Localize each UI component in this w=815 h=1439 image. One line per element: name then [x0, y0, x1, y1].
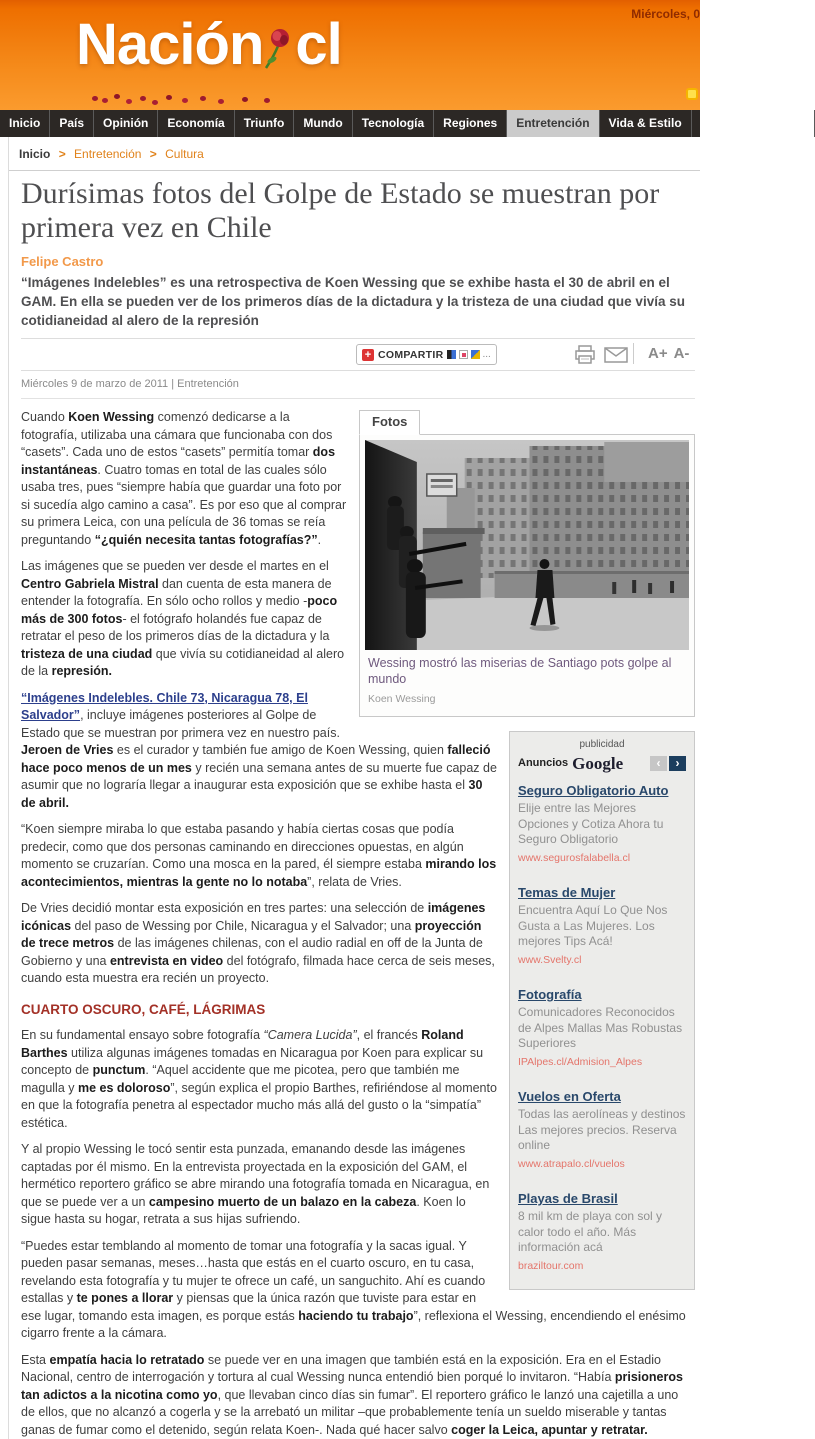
breadcrumb-cultura[interactable]: Cultura [165, 147, 204, 161]
article-lead: “Imágenes Indelebles” es una retrospectiva de Koen Wessing que se exhibe hasta el 30 de abril en el GAM. En ella se pueden ver de los primeros días de la dictadura y la tristeza de una ciudad que vivía su cotidianeidad al alero de la represión [21, 273, 695, 330]
photo-caption: Wessing mostró las miserias de Santiago pots golpe al mundo [365, 650, 689, 690]
print-icon[interactable] [574, 345, 596, 364]
ad-item [518, 782, 686, 867]
ad-title-link[interactable]: Fotografía [518, 986, 686, 1003]
article-body [21, 399, 695, 1439]
breadcrumb-entretencion[interactable]: Entretención [74, 147, 141, 161]
ad-title-link[interactable]: Playas de Brasil [518, 1190, 686, 1207]
ads-pagination [650, 756, 686, 771]
ad-title-link[interactable]: Temas de Mujer [518, 884, 686, 901]
nav-item-entretencion-active[interactable]: Entretención [507, 110, 599, 137]
ad-body: Encuentra Aquí Lo Que Nos Gusta a Las Mujeres. Los mejores Tips Acá! [518, 903, 686, 950]
ads-brand-row [518, 755, 686, 773]
header-date: Miércoles, 0 [631, 7, 700, 21]
site-header [0, 0, 700, 110]
ad-body: 8 mil km de playa con sol y calor todo el año. Más información acá [518, 1209, 686, 1256]
ads-prev-arrow-icon[interactable]: ‹ [650, 756, 667, 771]
font-decrease-button[interactable]: A- [674, 345, 690, 362]
article-paragraph: De Vries decidió montar esta exposición en tres partes: una selección de imágenes icónicas del paso de Wessing por Chile, Nicaragua y el Salvador; una proyección de trece metros de las imágenes chilenas, con el audio radial en off de la Junta de Gobierno y una entrevista en video del fotógrafo, filmada hace cerca de seis meses, cuando esta muestra era recién un proyecto. [21, 900, 695, 988]
rose-petals-decoration [92, 96, 98, 101]
article-paragraph: Las imágenes que se pueden ver desde el martes en el Centro Gabriela Mistral dan cuenta de esta manera de entender la fotografía. En sólo ocho rollos y medio -poco más de 300 fotos- el fotógrafo holandés fue capaz de retratar el peso de los primeros días de la dictadura y la tristeza de una ciudad que vivía su cotidianeidad al alero de la represión. [21, 558, 695, 681]
nav-item-mundo[interactable]: Mundo [294, 110, 352, 137]
main-navigation [0, 110, 700, 137]
ad-item [518, 986, 686, 1071]
ad-body: Elije entre las Mejores Opciones y Cotiza Ahora tu Seguro Obligatorio [518, 801, 686, 848]
article-paragraph: Y al propio Wessing le tocó sentir esta punzada, emanando desde las imágenes captadas por él mismo. En la entrevista proyectada en la exposición del GAM, el hermético reportero gráfico se abre mirando una fotografía tomada en Nicaragua, en que se puede ver a un campesino muerto de un balazo en la cabeza. Koen lo sigue hasta su hogar, retrata a sus hijas sufriendo. [21, 1141, 695, 1229]
section-subheading: CUARTO OSCURO, CAFÉ, LÁGRIMAS [21, 1001, 695, 1019]
article-dateline: Miércoles 9 de marzo de 2011 | Entretención [21, 371, 695, 399]
site-logo[interactable] [76, 16, 342, 74]
article-paragraph: “Puedes estar temblando al momento de tomar una fotografía y la sacas igual. Y pueden pasar semanas, meses…hasta que estás en el cuarto oscuro, en tu casa, revelando esta fotografía y tu mujer te ofrece un café, un sanguchito. Ahí es cuando estallas y te pones a llorar y piensas que la única razón que tuviste para estar en ese lugar, tomando esta imagen, es porque estás haciendo tu trabajo”, reflexiona el Wessing, encendiendo el enésimo cigarro frente a la cámara. [21, 1238, 695, 1343]
share-plus-icon: + [362, 349, 374, 361]
article-paragraph: En su fundamental ensayo sobre fotografía “Camera Lucida”, el francés Roland Barthes utiliza algunas imágenes tomadas en Nicaragua por Koen para explicar su concepto de punctum. “Aquel accidente que me picotea, pero que también me magulla y me es doloroso”, según explica el propio Barthes, refiriéndose al momento en que la fotografía penetra al espectador mucho más allá del gusto o la “simpatía” estética. [21, 1027, 695, 1132]
nav-item-pais[interactable]: País [50, 110, 94, 137]
author-byline[interactable]: Felipe Castro [21, 254, 695, 269]
anuncios-label: Anuncios [518, 755, 568, 773]
ad-title-link[interactable]: Seguro Obligatorio Auto [518, 782, 686, 799]
content-frame [8, 137, 700, 1439]
ad-item [518, 1088, 686, 1173]
breadcrumb-inicio[interactable]: Inicio [19, 147, 50, 161]
publicidad-label: publicidad [518, 736, 686, 754]
article [9, 171, 700, 1439]
article-paragraph: Esta empatía hacia lo retratado se puede ver en una imagen que también está en la exposición. Era en el Estadio Nacional, centro de interrogación y tortura al cual Wessing nunca entendió bien porqué lo invitaron. “Había prisioneros tan adictos a la nicotina como yo, que llevaban cinco días sin fumar”. El reportero gráfico le lanzó una cajetilla a uno de ellos, que no alcanzó a cogerla y se la arrebató un militar –que probablemente tenía un sueldo miserable y tantas ganas de fumar como el detenido, según relata Koen-. Nada qué hacer salvo coger la Leica, apuntar y retratar. [21, 1352, 695, 1439]
share-button[interactable] [356, 344, 497, 365]
article-paragraph: “Koen siempre miraba lo que estaba pasando y había ciertas cosas que podía predecir, como que dos personas caminando en direcciones opuestas, en algún momento se cruzarían. Como una mosca en la pared, él siempre estaba mirando los acontecimientos, mientras la gente no lo notaba”, relata de Vries. [21, 821, 695, 891]
breadcrumb-separator: > [54, 147, 71, 161]
breadcrumb [9, 137, 700, 171]
exhibition-link[interactable]: “Imágenes Indelebles. Chile 73, Nicaragua 78, El Salvador” [21, 691, 308, 723]
ad-url-link[interactable]: IPAlpes.cl/Admision_Alpes [518, 1054, 686, 1072]
article-paragraph: “Imágenes Indelebles. Chile 73, Nicaragua 78, El Salvador”, incluye imágenes posteriores al Golpe de Estado que se muestran por primera vez en nuestro país. Jeroen de Vries es el curador y también fue amigo de Koen Wessing, quien falleció hace poco menos de un mes y recién una semana antes de su muerte fue capaz de asumir que no lograría llegar a inaugurar esta exposición que se exhibe hasta el 30 de abril. [21, 690, 695, 813]
nav-item-opinion[interactable]: Opinión [94, 110, 158, 137]
nav-item-regiones[interactable]: Regiones [434, 110, 507, 137]
google-ads-widget [509, 731, 695, 1290]
nav-item-triunfo[interactable]: Triunfo [235, 110, 295, 137]
ad-body: Todas las aerolíneas y destinos Las mejores precios. Reserva online [518, 1107, 686, 1154]
font-size-controls [633, 343, 695, 364]
page-title: Durísimas fotos del Golpe de Estado se muestran por primera vez en Chile [21, 177, 695, 245]
photo-gallery-widget [359, 409, 695, 717]
email-icon[interactable] [604, 347, 628, 363]
logo-text-nacion: Nación [76, 12, 263, 77]
ads-next-arrow-icon[interactable]: › [669, 756, 686, 771]
logo-text-cl: cl [295, 12, 341, 77]
breadcrumb-separator: > [145, 147, 162, 161]
nav-item-tecnologia[interactable]: Tecnología [353, 110, 434, 137]
nav-item-vida-estilo[interactable]: Vida & Estilo [600, 110, 692, 137]
article-photo-santiago-street[interactable] [365, 440, 689, 650]
rose-icon [264, 24, 294, 68]
photo-credit: Koen Wessing [365, 690, 689, 712]
ad-body: Comunicadores Reconocidos de Alpes Mallas Mas Robustas Superiores [518, 1005, 686, 1052]
article-paragraph: Cuando Koen Wessing comenzó dedicarse a la fotografía, utilizaba una cámara que funcionaba con dos “casets”. Cada uno de estos “casets” permitía tomar dos instantáneas. Cuatro tomas en total de las cuales sólo usaba tres, pues “siempre había que guardar una foto por si sucedía algo camino a casa”. Es por eso que al comprar su primera Leica, con una película de 36 tomas se reía preguntando “¿quién necesita tantas fotografías?”. [21, 409, 695, 549]
favorites-icon[interactable] [459, 350, 468, 359]
ad-item [518, 1190, 686, 1275]
ad-item [518, 884, 686, 969]
ad-url-link[interactable]: www.atrapalo.cl/vuelos [518, 1156, 686, 1174]
nav-item-inicio[interactable]: Inicio [0, 110, 50, 137]
share-more-label: ... [483, 349, 491, 360]
ad-title-link[interactable]: Vuelos en Oferta [518, 1088, 686, 1105]
print-email-tools [574, 345, 628, 364]
google-logo: Google [572, 755, 623, 773]
font-increase-button[interactable]: A+ [648, 345, 668, 362]
ad-url-link[interactable]: www.segurosfalabella.cl [518, 850, 686, 868]
ad-url-link[interactable]: www.Svelty.cl [518, 952, 686, 970]
ad-url-link[interactable]: braziltour.com [518, 1258, 686, 1276]
delicious-icon[interactable] [447, 350, 456, 359]
photo-frame [359, 434, 695, 718]
nav-item-economia[interactable]: Economía [158, 110, 234, 137]
share-button-label: COMPARTIR [378, 349, 444, 361]
share-toolbar [21, 339, 695, 371]
tab-fotos[interactable]: Fotos [359, 410, 420, 435]
header-widget-chip[interactable] [686, 88, 698, 100]
nav-item-mercado[interactable]: Mercado del Place [692, 110, 815, 137]
messenger-icon[interactable] [471, 350, 480, 359]
